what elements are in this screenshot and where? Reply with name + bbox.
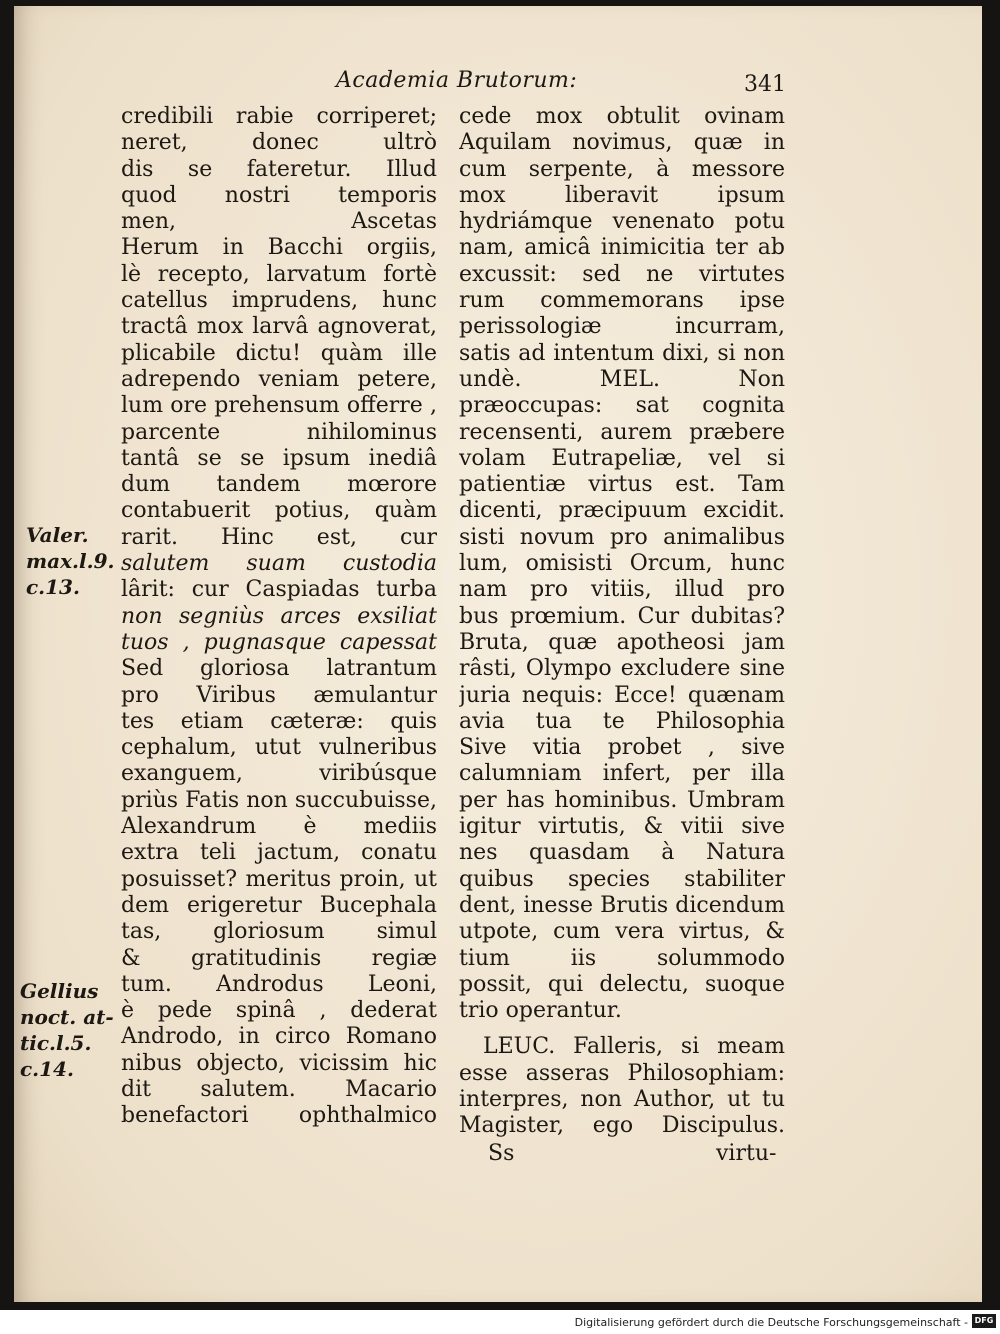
text-line: râsti, Olympo excludere sine: [459, 656, 785, 682]
text-line: satis ad intentum dixi, si non: [459, 340, 785, 366]
text-line: nes quasdam à Natura: [459, 840, 785, 866]
text-line: men, Ascetas: [121, 209, 437, 235]
text-line: benefactori ophthalmico: [121, 1103, 437, 1129]
text-line: Herum in Bacchi orgiis,: [121, 235, 437, 261]
text-line: interpres, non Author, ut tu: [459, 1086, 785, 1112]
text-line: lârit: cur Caspiadas turba: [121, 577, 437, 603]
margin-note-line: c.14.: [20, 1057, 74, 1081]
text-line: tes etiam cæteræ: quis: [121, 708, 437, 734]
text-line: perissologiæ incurram,: [459, 314, 785, 340]
text-line: volam Eutrapeliæ, vel si: [459, 445, 785, 471]
text-line: tantâ se se ipsum inediâ: [121, 445, 437, 471]
text-line: plicabile dictu! quàm ille: [121, 340, 437, 366]
text-line: trio operantur.: [459, 998, 622, 1024]
digitization-footer: [0, 1310, 1000, 1334]
margin-note-valerius: [26, 522, 114, 600]
text-line: exanguem, viribúsque: [121, 761, 437, 787]
text-line: Magister, ego Discipulus.: [459, 1113, 785, 1139]
text-line: utpote, cum vera virtus, &: [459, 919, 785, 945]
text-line: rarit. Hinc est, cur: [121, 524, 437, 550]
text-line: lum, omisisti Orcum, hunc: [459, 551, 785, 577]
text-line: & gratitudinis regiæ: [121, 945, 437, 971]
text-line: avia tua te Philosophia: [459, 708, 785, 734]
text-line: Androdo, in circo Romano: [121, 1024, 437, 1050]
right-text-column: [459, 104, 785, 1140]
text-line: sisti novum pro animalibus: [459, 524, 785, 550]
margin-note-line: Valer.: [26, 523, 89, 547]
margin-note-line: Gellius: [20, 979, 99, 1003]
text-line: possit, qui delectu, suoque: [459, 971, 785, 997]
text-line: præoccupas: sat cognita: [459, 393, 785, 419]
text-line: quod nostri temporis: [121, 182, 437, 208]
text-line: calumniam infert, per illa: [459, 761, 785, 787]
text-line: extra teli jactum, conatu: [121, 840, 437, 866]
text-line: esse asseras Philosophiam:: [459, 1060, 785, 1086]
signature-mark: Ss: [488, 1141, 515, 1166]
text-line: dent, inesse Brutis dicendum: [459, 892, 785, 918]
text-line: tium iis solummodo: [459, 945, 785, 971]
text-line: posuisset? meritus proin, ut: [121, 866, 437, 892]
text-line: Sive vitia probet , sive: [459, 735, 785, 761]
text-line: salutem suam custodia: [121, 551, 437, 577]
margin-note-gellius: [20, 978, 114, 1082]
dfg-logo: DFG: [972, 1314, 996, 1328]
text-line: juria nequis: Ecce! quænam: [459, 682, 785, 708]
text-line: tuos , pugnasque capessat: [121, 629, 437, 655]
text-line: igitur virtutis, & vitii sive: [459, 814, 785, 840]
catchword: virtu-: [716, 1141, 777, 1166]
text-line: Sed gloriosa latrantum: [121, 656, 437, 682]
text-line: Alexandrum è mediis: [121, 814, 437, 840]
left-text-column: [121, 104, 437, 1130]
text-line: lè recepto, larvatum fortè: [121, 261, 437, 287]
margin-note-line: noct. at-: [20, 1005, 114, 1029]
text-line: adrependo veniam petere,: [121, 366, 437, 392]
funding-credit: Digitalisierung gefördert durch die Deutsche Forschungsgemeinschaft -: [574, 1316, 968, 1329]
text-line: excussit: sed ne virtutes: [459, 261, 785, 287]
margin-note-line: c.13.: [26, 575, 80, 599]
text-line: per has hominibus. Umbram: [459, 787, 785, 813]
text-line: dicenti, præcipuum excidit.: [459, 498, 785, 524]
text-line: lum ore prehensum offerre ,: [121, 393, 437, 419]
text-line: pro Viribus æmulantur: [121, 682, 437, 708]
text-line: Bruta, quæ apotheosi jam: [459, 629, 785, 655]
text-line: neret, donec ultrò: [121, 130, 437, 156]
text-line: nam, amicâ inimicitia ter ab: [459, 235, 785, 261]
text-line: credibili rabie corriperet;: [121, 104, 437, 129]
text-line: LEUC. Falleris, si meam: [483, 1034, 785, 1060]
text-line: dis se fateretur. Illud: [121, 156, 437, 182]
text-line: dum tandem mœrore: [121, 472, 437, 498]
text-line: catellus imprudens, hunc: [121, 288, 437, 314]
text-line: dit salutem. Macario: [121, 1076, 437, 1102]
text-line: contabuerit potius, quàm: [121, 498, 437, 524]
running-title: Academia Brutorum:: [336, 68, 578, 93]
text-line: recensenti, aurem præbere: [459, 419, 785, 445]
text-line: priùs Fatis non succubuisse,: [121, 787, 437, 813]
text-line: dem erigeretur Bucephala: [121, 892, 437, 918]
text-line: tas, gloriosum simul: [121, 919, 437, 945]
text-line: è pede spinâ , dederat: [121, 998, 437, 1024]
text-line: mox liberavit ipsum: [459, 182, 785, 208]
text-line: quibus species stabiliter: [459, 866, 785, 892]
text-line: Aquilam novimus, quæ in: [459, 130, 785, 156]
text-line: bus prœmium. Cur dubitas?: [459, 603, 785, 629]
text-line: hydriámque venenato potu: [459, 209, 785, 235]
text-line: patientiæ virtus est. Tam: [459, 472, 785, 498]
text-line: tum. Androdus Leoni,: [121, 971, 437, 997]
text-line: non segniùs arces exsiliat: [121, 603, 437, 629]
text-line: cede mox obtulit ovinam: [459, 104, 785, 129]
text-line: cephalum, utut vulneribus: [121, 735, 437, 761]
text-line: nam pro vitiis, illud pro: [459, 577, 785, 603]
text-line: rum commemorans ipse: [459, 288, 785, 314]
text-line: cum serpente, à messore: [459, 156, 785, 182]
page-number: 341: [744, 72, 786, 97]
text-line: tractâ mox larvâ agnoverat,: [121, 314, 437, 340]
margin-note-line: max.l.9.: [26, 549, 115, 573]
text-line: parcente nihilominus: [121, 419, 437, 445]
text-line: undè. MEL. Non: [459, 366, 785, 392]
text-line: nibus objecto, vicissim hic: [121, 1050, 437, 1076]
margin-note-line: tic.l.5.: [20, 1031, 92, 1055]
